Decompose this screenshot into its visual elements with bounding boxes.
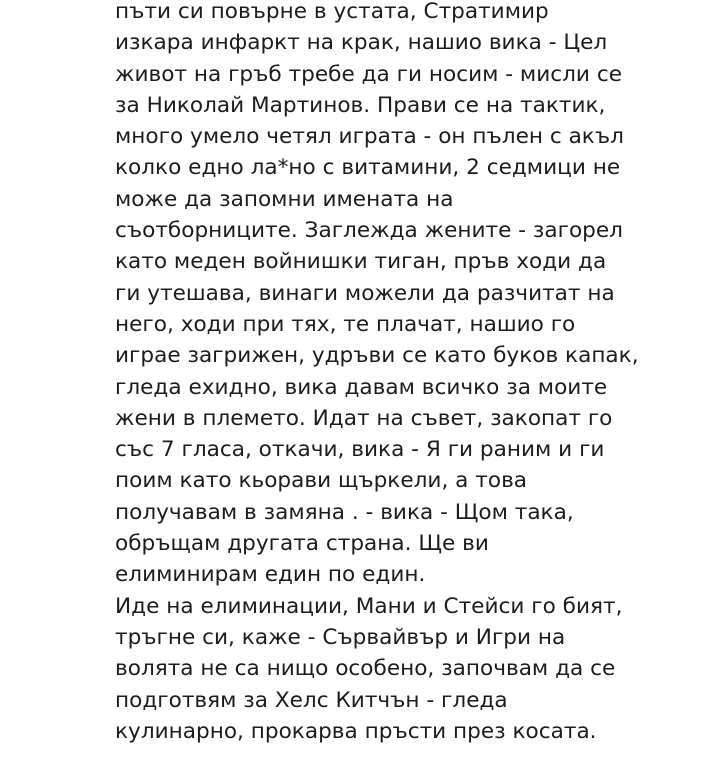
text-line: като меден войнишки тиган, пръв ходи да	[115, 249, 607, 275]
text-line: живот на гръб требе да ги носим - мисли се	[115, 61, 622, 87]
text-line: обръщам другата страна. Ще ви	[115, 531, 489, 557]
text-line: поим като кьорави щъркели, а това	[115, 468, 528, 494]
text-line: елиминирам един по един.	[115, 562, 426, 588]
text-line: волята не са нищо особено, започвам да се	[115, 656, 616, 682]
text-line: тръгне си, каже - Сървайвър и Игри на	[115, 624, 566, 650]
text-line: подготвям за Хелс Китчън - гледа	[115, 687, 508, 713]
post-body-text	[115, 0, 715, 747]
text-line: кулинарно, прокарва пръсти през косата.	[115, 718, 597, 744]
text-line: играе загрижен, удръви се като буков капак,	[115, 343, 639, 369]
text-line: може да запомни имената на	[115, 186, 454, 212]
text-line: Иде на елиминации, Мани и Стейси го бият,	[115, 593, 623, 619]
text-line: жени в племето. Идат на съвет, закопат го	[115, 405, 613, 431]
text-line: пъти си повърне в устата, Стратимир	[115, 0, 549, 24]
text-line: изкара инфаркт на крак, нашио вика - Цел	[115, 30, 608, 56]
text-line: получавам в замяна . - вика - Щом така,	[115, 499, 574, 525]
text-line: ги утешава, винаги можели да разчитат на	[115, 280, 615, 306]
text-line: за Николай Мартинов. Прави се на тактик,	[115, 92, 606, 118]
text-line: него, ходи при тях, те плачат, нашио го	[115, 311, 576, 337]
text-line: колко едно ла*но с витамини, 2 седмици не	[115, 155, 621, 181]
text-line: гледа ехидно, вика давам всичко за моите	[115, 374, 608, 400]
text-line: със 7 гласа, откачи, вика - Я ги раним и ги	[115, 437, 605, 463]
text-line: съотборниците. Заглежда жените - загорел	[115, 218, 623, 244]
text-line: много умело четял играта - он пълен с акъл	[115, 124, 624, 150]
